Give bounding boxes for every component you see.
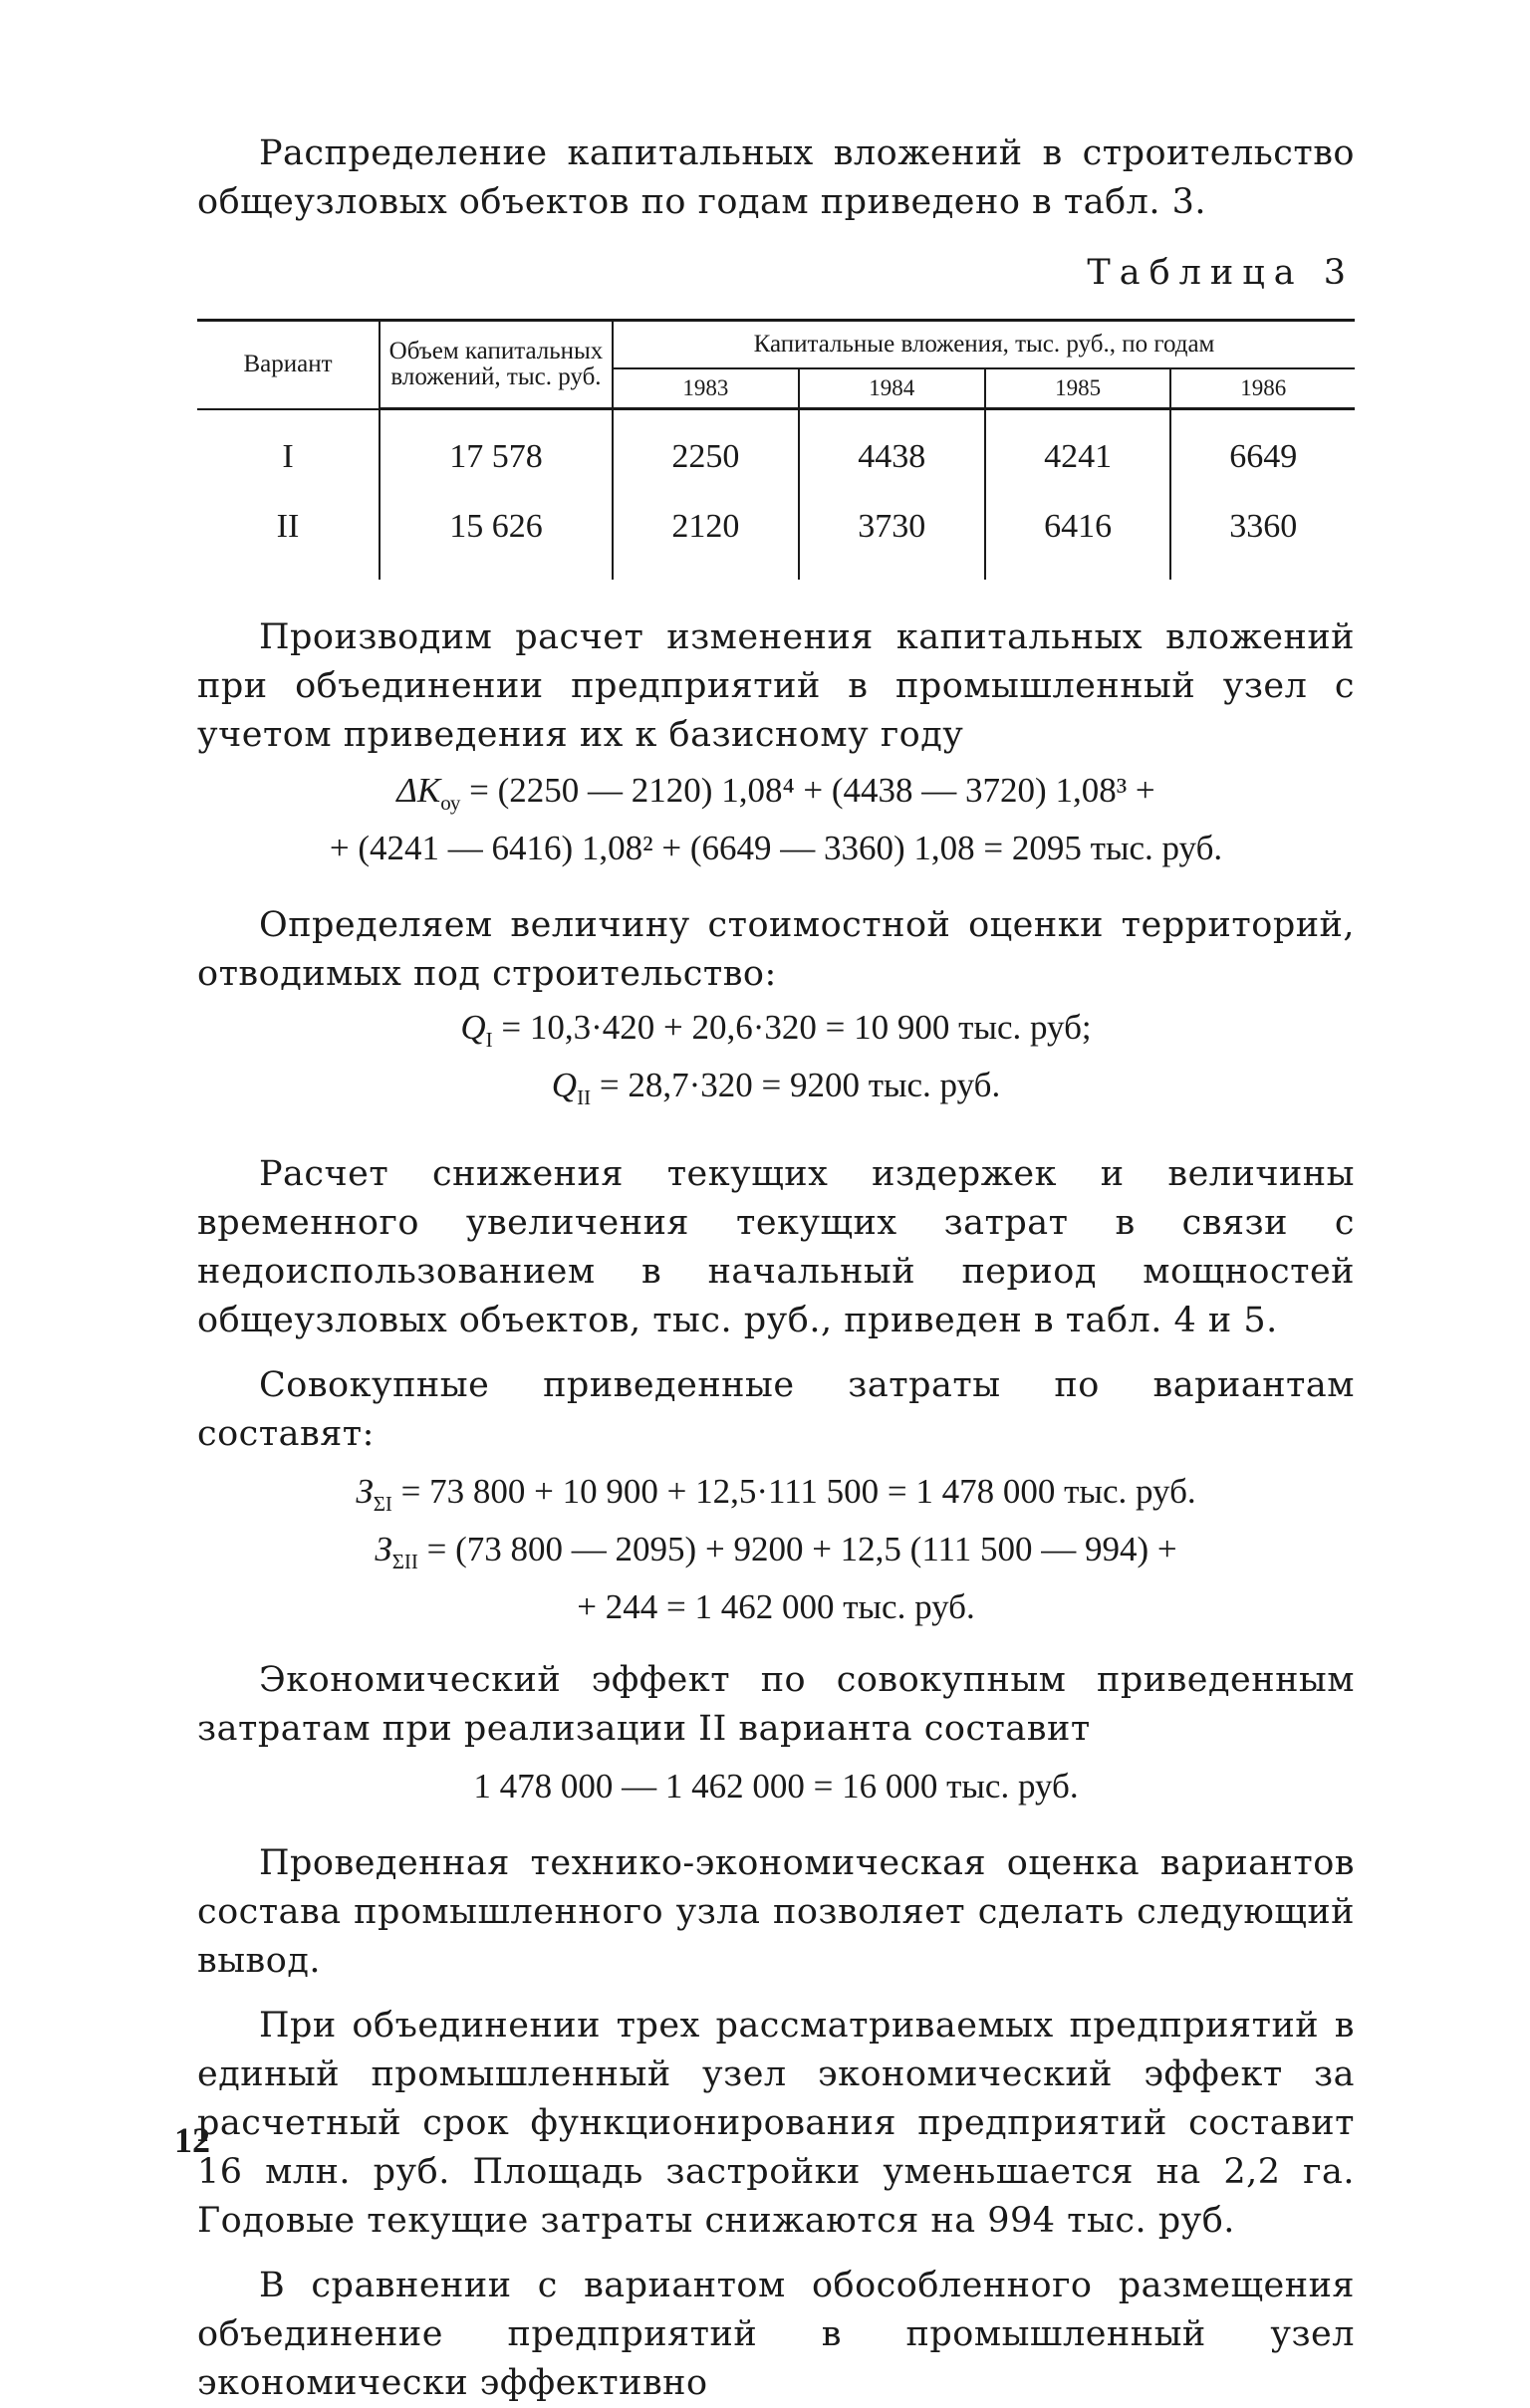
cell-1984: 3730 [799,492,985,580]
table-row [197,492,1355,580]
cell-volume: 17 578 [380,409,613,493]
paragraph-total-costs: Совокупные приведенные затраты по вариантам составят: [197,1365,1355,1454]
q2-symbol: Q [551,1066,578,1104]
delta-k-line2: + (4241 — 6416) 1,08² + (6649 — 3360) 1,08 = 2095 тыс. руб. [329,829,1223,867]
z2-line2: + 244 = 1 462 000 тыс. руб. [577,1587,975,1626]
table-3 [197,319,1355,580]
cell-1983: 2250 [613,409,799,493]
q2-subscript: II [577,1085,592,1109]
z2-subscript: ΣII [391,1550,418,1573]
cell-1986: 3360 [1170,492,1355,580]
z1-subscript: ΣI [373,1492,392,1516]
header-volume: Объем капитальных вложений, тыс. руб. [380,321,613,409]
q1-rhs: = 10,3·420 + 20,6·320 = 10 900 тыс. руб; [492,1008,1092,1047]
q2-rhs: = 28,7·320 = 9200 тыс. руб. [591,1066,1001,1104]
cell-variant: I [282,437,294,475]
header-year-1983: 1983 [613,368,799,409]
page-body [197,129,1355,2408]
q1-subscript: I [485,1028,493,1052]
header-year-1985: 1985 [985,368,1171,409]
paragraph-comparison: В сравнении с вариантом обособленного размещения объединение предприятий в промышленный узел экономически эффективно [197,2266,1355,2403]
cell-1985: 4241 [985,409,1171,493]
paragraph-intro: Распределение капитальных вложений в строительство общеузловых объектов по годам приведено в табл. 3. [197,133,1355,222]
cell-1983: 2120 [613,492,799,580]
header-year-1986: 1986 [1170,368,1355,409]
table-row [197,409,1355,493]
cell-1984: 4438 [799,409,985,493]
z1-rhs: = 73 800 + 10 900 + 12,5·111 500 = 1 478 000 тыс. руб. [391,1472,1196,1511]
cell-variant: II [276,508,300,545]
page-number: 12 [174,2120,210,2160]
q1-symbol: Q [460,1008,486,1047]
header-variant: Вариант [197,321,380,409]
formula-z [197,1469,1355,1630]
z2-symbol: З [375,1530,392,1568]
cell-1986: 6649 [1170,409,1355,493]
z2-line1: = (73 800 — 2095) + 9200 + 12,5 (111 500 — 994) + [417,1530,1177,1568]
cell-1985: 6416 [985,492,1171,580]
header-years-group: Капитальные вложения, тыс. руб., по годам [613,321,1355,369]
cell-volume: 15 626 [380,492,613,580]
z1-symbol: З [356,1472,374,1511]
formula-effect: 1 478 000 — 1 462 000 = 16 000 тыс. руб. [473,1767,1079,1806]
table-caption: Таблица 3 [1087,253,1355,293]
paragraph-costs: Расчет снижения текущих издержек и величины временного увеличения текущих затрат в связи с недоиспользованием в начальный период мощностей общеузловых объектов, тыс. руб., приведен в табл. 4 и 5. [197,1154,1355,1340]
delta-k-symbol: ΔK [396,771,441,810]
paragraph-effect: Экономический эффект по совокупным приведенным затратам при реализации II варианта составит [197,1660,1355,1749]
delta-k-line1: = (2250 — 2120) 1,08⁴ + (4438 — 3720) 1,08³ + [460,771,1155,810]
paragraph-capital-change: Производим расчет изменения капитальных вложений при объединении предприятий в промышленный узел с учетом приведения их к базисному году [197,617,1355,755]
paragraph-territory: Определяем величину стоимостной оценки территорий, отводимых под строительство: [197,905,1355,994]
paragraph-conclusion: При объединении трех рассматриваемых предприятий в единый промышленный узел экономический эффект за расчетный срок функционирования предприятий составит 16 млн. руб. Площадь застройки уменьшается на 2,2 га. Годовые текущие затраты снижаются на 994 тыс. руб. [197,2006,1355,2241]
delta-k-subscript: оу [440,791,461,815]
header-year-1984: 1984 [799,368,985,409]
formula-q [197,1005,1355,1120]
formula-delta-k [197,768,1355,871]
paragraph-evaluation: Проведенная технико-экономическая оценка вариантов состава промышленного узла позволяет сделать следующий вывод. [197,1843,1355,1981]
